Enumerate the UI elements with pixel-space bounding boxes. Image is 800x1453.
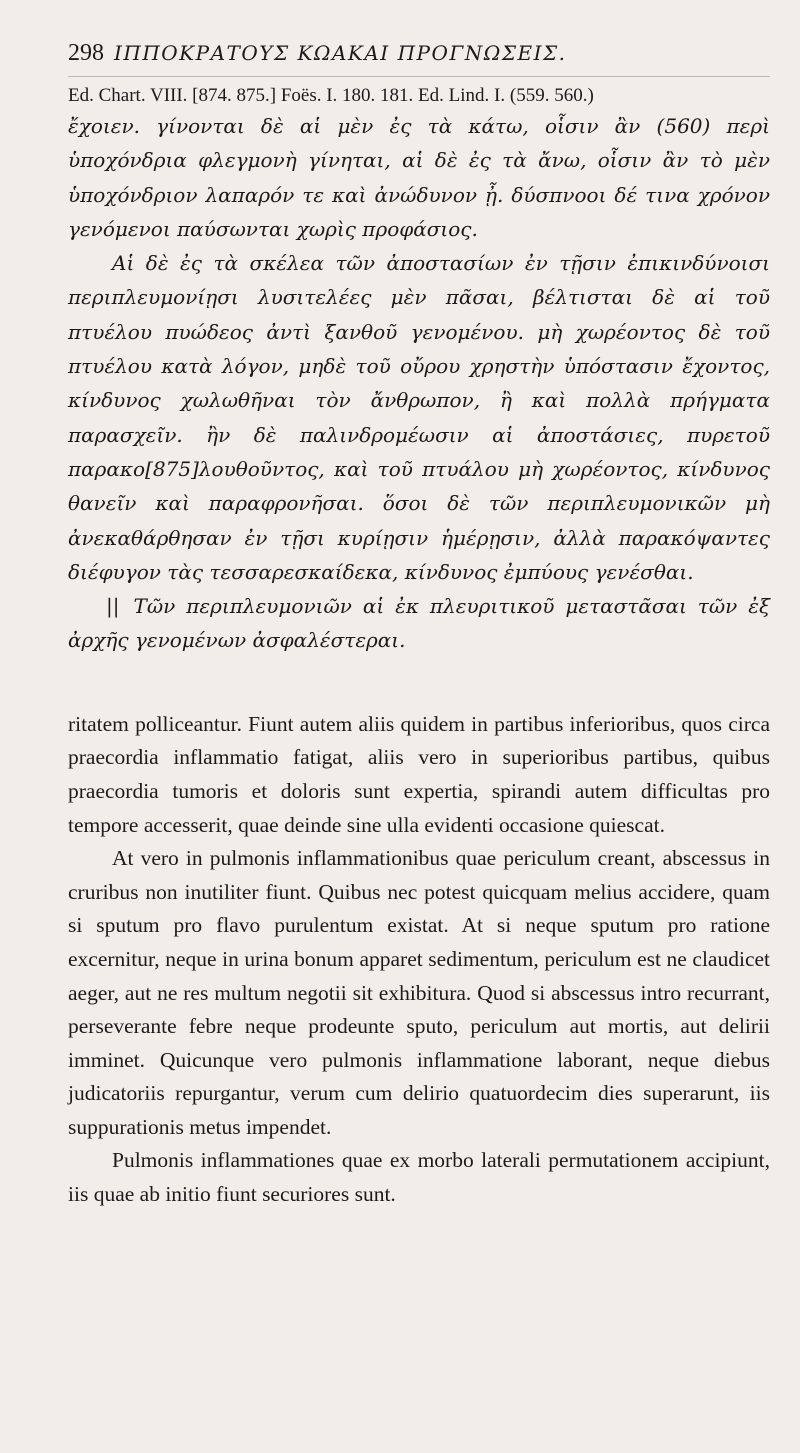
paragraph-marker: || xyxy=(106,594,120,619)
latin-paragraph: At vero in pulmonis inflammationibus quae periculum creant, abscessus in cruribus non inutiliter fiunt. Quibus nec potest quicquam melius accidere, quam si sputum pro flavo purulentum existat. At si neque sputum pro ratione excernitur, neque in urina bonum apparet sedimentum, periculum est ne claudicet aeger, aut ne res multum negotii sit exhibitura. Quod si abscessus intro recurrant, perseverante febre neque prodeunte sputo, periculum aut mortis, aut delirii imminet. Quicunque vero pulmonis inflammatione laborant, neque diebus judicatoriis repurgantur, verum cum delirio quatuordecim dies superarunt, iis suppurationis metus impendet. xyxy=(68,846,770,1139)
page-number: 298 xyxy=(68,40,104,66)
edition-reference-line: Ed. Chart. VIII. [874. 875.] Foës. I. 180. 181. Ed. Lind. I. (559. 560.) xyxy=(68,85,594,106)
greek-paragraph-text: Τῶν περιπλευμονιῶν αἱ ἐκ πλευριτικοῦ μεταστᾶσαι τῶν ἐξ ἀρχῆς γενομένων ἀσφαλέστεραι. xyxy=(68,594,770,653)
greek-paragraph: ἔχοιεν. γίνονται δὲ αἱ μὲν ἐς τὰ κάτω, οἷσιν ἂν (560) περὶ ὑποχόνδρια φλεγμονὴ γίνηται, αἱ δὲ ἐς τὰ ἄνω, οἷσιν ἂν τὸ μὲν ὑποχόνδριον λαπαρόν τε καὶ ἀνώδυνον ᾖ. δύσπνοοι δέ τινα χρόνον γενόμενοι παύσωνται χωρὶς προφάσιος. xyxy=(68,114,770,241)
greek-paragraph: Αἱ δὲ ἐς τὰ σκέλεα τῶν ἀποστασίων ἐν τῇσιν ἐπικινδύνοισι περιπλευμονίῃσι λυσιτελέες μὲν πᾶσαι, βέλτισται δὲ αἱ τοῦ πτυέλου πυώδεος ἀντὶ ξανθοῦ γενομένου. μὴ χωρέοντος δὲ τοῦ πτυέλου κατὰ λόγον, μηδὲ τοῦ οὔρου χρηστὴν ὑπόστασιν ἔχοντος, κίνδυνος χωλωθῆναι τὸν ἄνθρωπον, ἢ καὶ πολλὰ πρήγματα παρασχεῖν. ἢν δὲ παλινδρομέωσιν αἱ ἀποστάσιες, πυρετοῦ παρακο[875]λουθοῦντος, καὶ τοῦ πτυάλου μὴ χωρέοντος, κίνδυνος θανεῖν καὶ παραφρονῆσαι. ὅσοι δὲ τῶν περιπλευμονικῶν μὴ ἀνεκαθάρθησαν ἐν τῇσι κυρίῃσιν ἡμέρῃσιν, ἀλλὰ παρακόψαντες διέφυγον τὰς τεσσαρεσκαίδεκα, κίνδυνος ἐμπύους γενέσθαι. xyxy=(68,251,770,584)
latin-paragraph: Pulmonis inflammationes quae ex morbo laterali permutationem accipiunt, iis quae ab initio fiunt securiores sunt. xyxy=(68,1148,770,1207)
running-title: ΙΠΠΟΚΡΑΤΟΥΣ ΚΩΑΚΑΙ ΠΡΟΓΝΩΣΕΙΣ. xyxy=(114,41,567,65)
greek-text-block xyxy=(68,109,770,658)
latin-text-block xyxy=(68,708,770,1212)
latin-paragraph: ritatem polliceantur. Fiunt autem aliis quidem in partibus inferioribus, quos circa praecordia inflammatio fatigat, aliis vero in superioribus partibus, quibus praecordia tumoris et doloris sunt expertia, spirandi autem difficultas pro tempore accesserit, quae deinde sine ulla evidenti occasione quiescat. xyxy=(68,711,770,837)
running-head xyxy=(68,40,770,77)
greek-marked-paragraph xyxy=(68,589,770,658)
